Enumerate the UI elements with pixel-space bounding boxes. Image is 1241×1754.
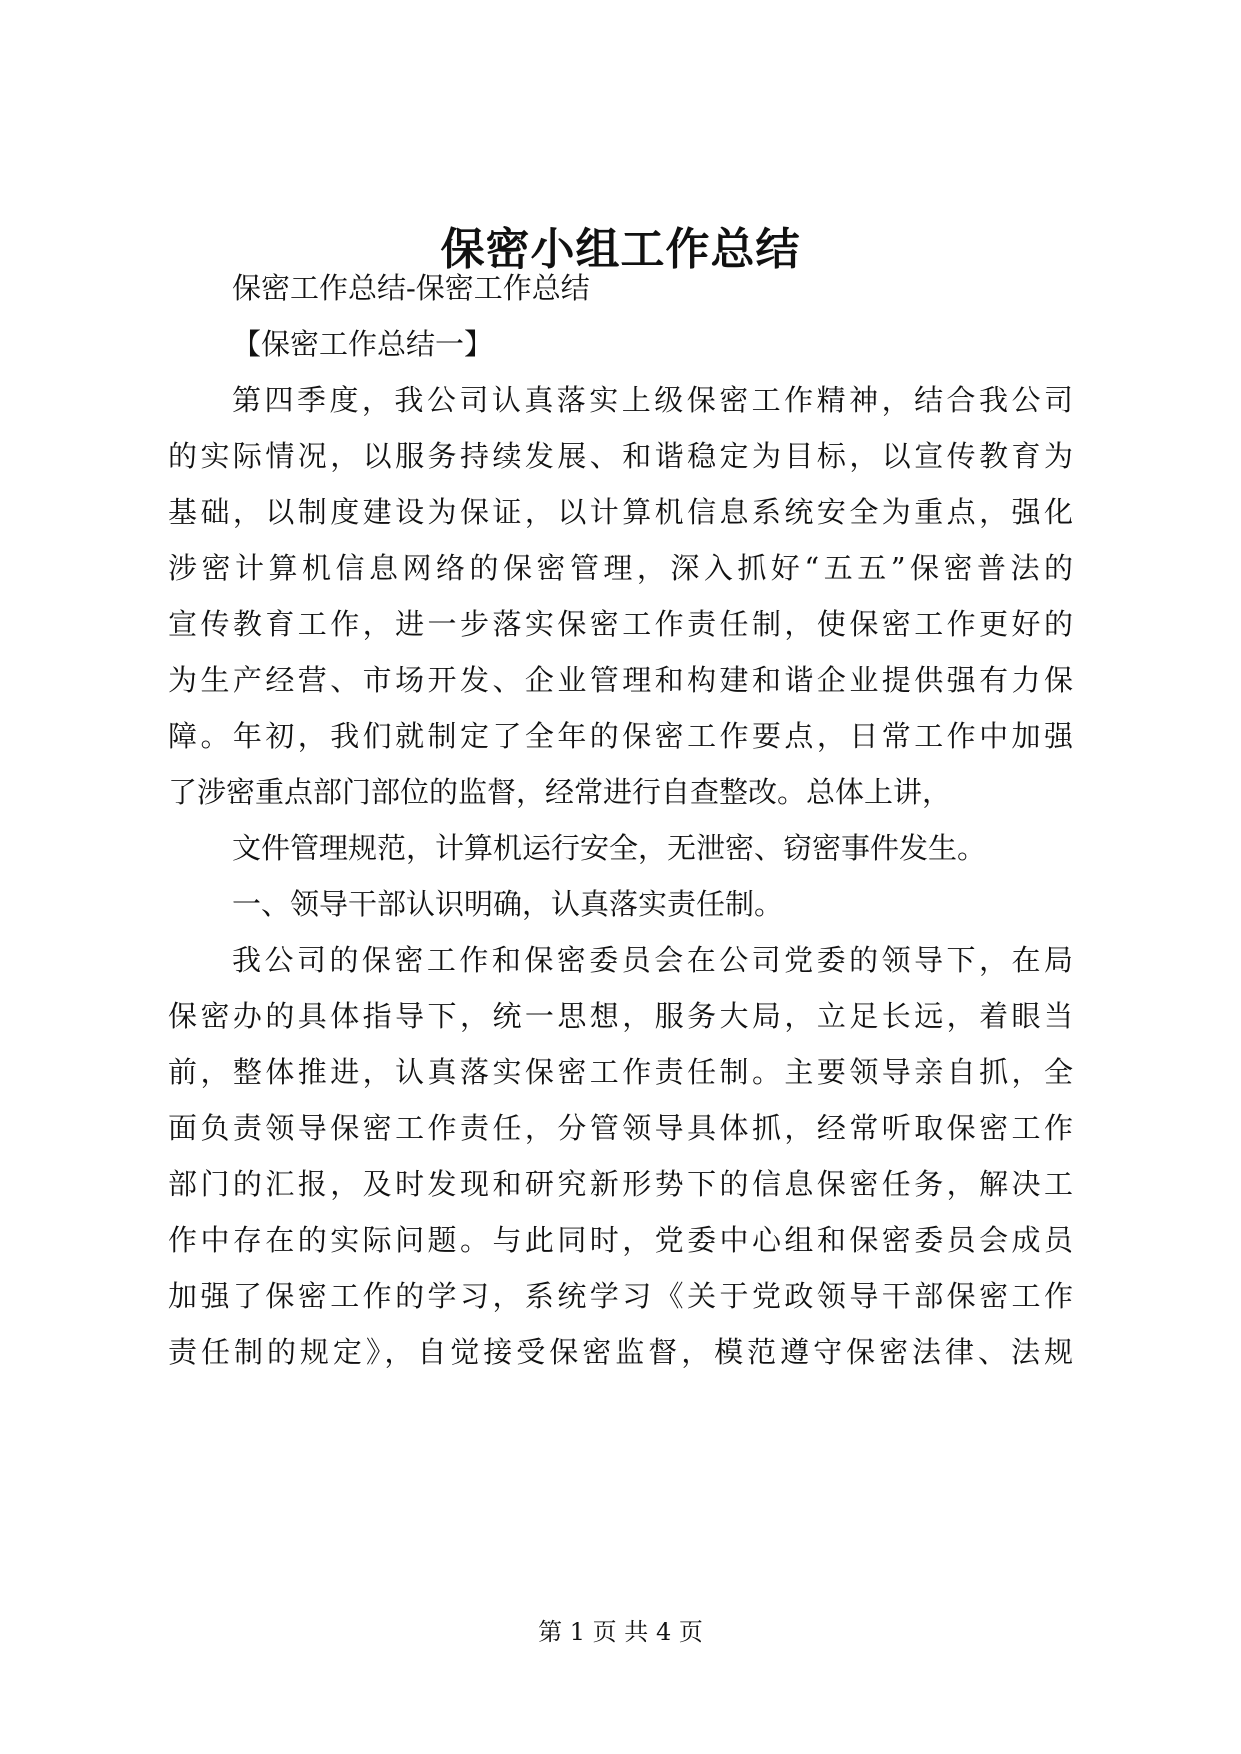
paragraph-line: 第四季度，我公司认真落实上级保密工作精神，结合我公司	[232, 383, 1073, 417]
document-title: 保密小组工作总结	[440, 224, 801, 275]
paragraph-line: 宣传教育工作，进一步落实保密工作责任制，使保密工作更好的	[168, 607, 1073, 641]
paragraph-line: 基础，以制度建设为保证，以计算机信息系统安全为重点，强化	[168, 495, 1073, 529]
paragraph-line: 作中存在的实际问题。与此同时，党委中心组和保密委员会成员	[168, 1223, 1073, 1257]
section-heading: 【保密工作总结一】	[232, 327, 494, 361]
paragraph-line: 保密办的具体指导下，统一思想，服务大局，立足长远，着眼当	[168, 999, 1073, 1033]
paragraph-line: 我公司的保密工作和保密委员会在公司党委的领导下，在局	[232, 943, 1073, 977]
paragraph-line: 障。年初，我们就制定了全年的保密工作要点，日常工作中加强	[168, 719, 1073, 753]
section-heading: 一、领导干部认识明确，认真落实责任制。	[232, 887, 784, 921]
paragraph-line: 部门的汇报，及时发现和研究新形势下的信息保密任务，解决工	[168, 1167, 1073, 1201]
subtitle-line: 保密工作总结-保密工作总结	[232, 271, 590, 305]
paragraph-line: 加强了保密工作的学习，系统学习《关于党政领导干部保密工作	[168, 1279, 1073, 1313]
paragraph-line: 面负责领导保密工作责任，分管领导具体抓，经常听取保密工作	[168, 1111, 1073, 1145]
paragraph-line: 前，整体推进，认真落实保密工作责任制。主要领导亲自抓，全	[168, 1055, 1073, 1089]
paragraph-line: 了涉密重点部门部位的监督，经常进行自查整改。总体上讲，	[168, 775, 952, 809]
paragraph-line: 责任制的规定》，自觉接受保密监督，模范遵守保密法律、法规	[168, 1335, 1073, 1369]
paragraph-line: 涉密计算机信息网络的保密管理，深入抓好“五五”保密普法的	[168, 551, 1073, 585]
page-number-footer: 第 1 页 共 4 页	[538, 1618, 703, 1646]
paragraph-line: 文件管理规范，计算机运行安全，无泄密、窃密事件发生。	[232, 831, 987, 865]
paragraph-line: 为生产经营、市场开发、企业管理和构建和谐企业提供强有力保	[168, 663, 1073, 697]
paragraph-line: 的实际情况，以服务持续发展、和谐稳定为目标，以宣传教育为	[168, 439, 1073, 473]
